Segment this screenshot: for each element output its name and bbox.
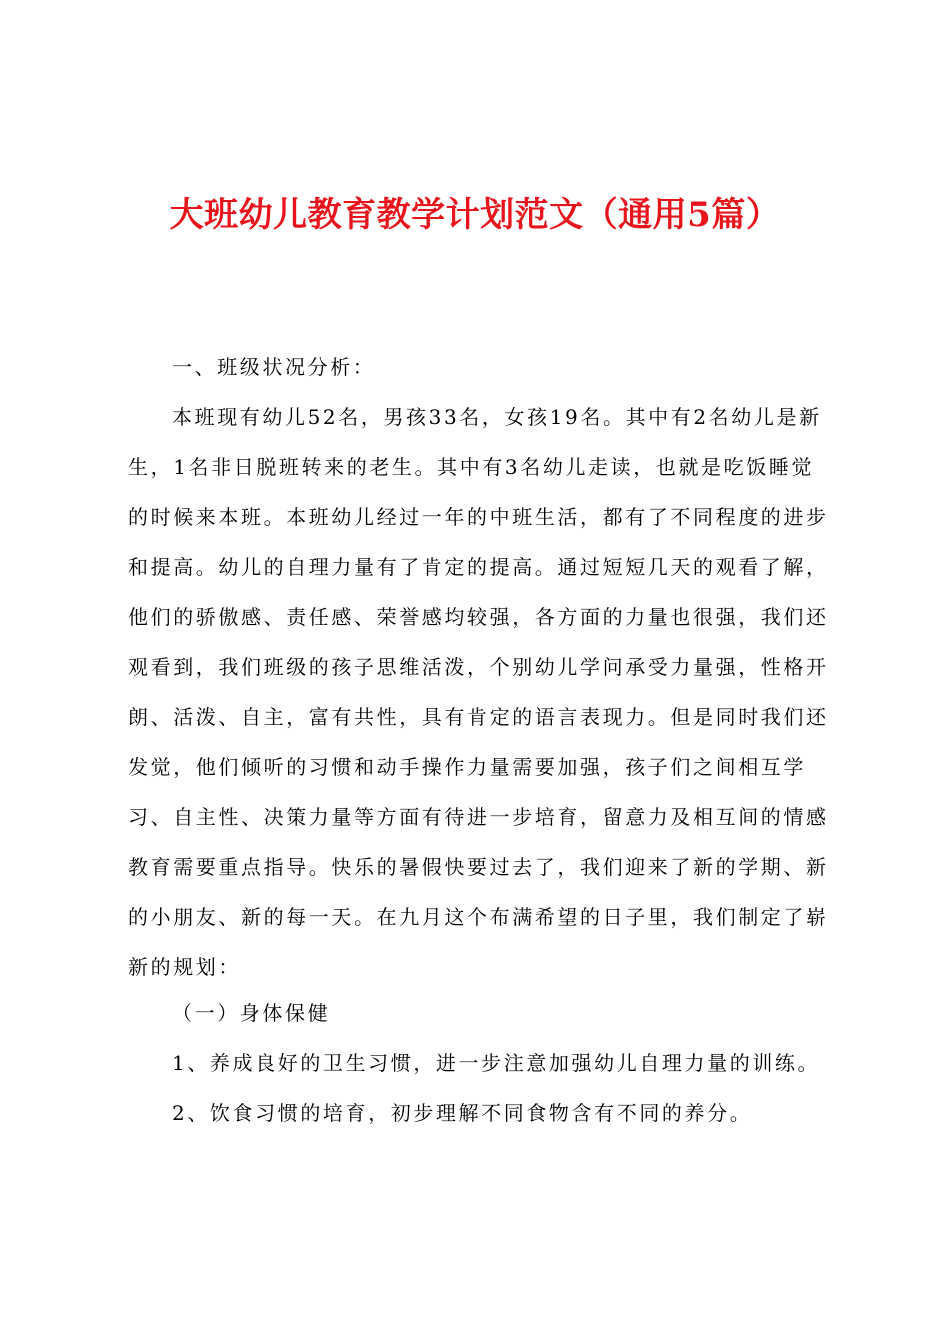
paragraph-line: 习、自主性、决策力量等方面有待进一步培育，留意力及相互间的情感 xyxy=(128,805,829,829)
analysis-paragraph xyxy=(128,392,834,992)
list-item-text: 1、养成良好的卫生习惯，进一步注意加强幼儿自理力量的训练。 xyxy=(172,1051,821,1075)
section-heading xyxy=(128,342,834,392)
list-item-text: 2、饮食习惯的培育，初步理解不同食物含有不同的养分。 xyxy=(172,1101,753,1125)
subsection-heading-text: （一）身体保健 xyxy=(172,1001,331,1025)
paragraph-line: 本班现有幼儿52名，男孩33名，女孩19名。其中有2名幼儿是新 xyxy=(172,405,822,429)
paragraph-line: 发觉，他们倾听的习惯和动手操作力量需要加强，孩子们之间相互学 xyxy=(128,755,806,779)
list-item xyxy=(128,1088,834,1138)
paragraph-line: 新的规划： xyxy=(128,955,241,979)
paragraph-line: 的时候来本班。本班幼儿经过一年的中班生活，都有了不同程度的进步 xyxy=(128,505,829,529)
paragraph-line: 的小朋友、新的每一天。在九月这个布满希望的日子里，我们制定了崭 xyxy=(128,905,829,929)
document-title: 大班幼儿教育教学计划范文（通用5篇） xyxy=(169,195,781,235)
subsection-heading xyxy=(128,988,834,1038)
paragraph-line: 他们的骄傲感、责任感、荣誉感均较强，各方面的力量也很强，我们还 xyxy=(128,605,829,629)
paragraph-line: 朗、活泼、自主，富有共性，具有肯定的语言表现力。但是同时我们还 xyxy=(128,705,829,729)
paragraph-line: 教育需要重点指导。快乐的暑假快要过去了，我们迎来了新的学期、新 xyxy=(128,855,829,879)
paragraph-line: 和提高。幼儿的自理力量有了肯定的提高。通过短短几天的观看了解， xyxy=(128,555,829,579)
section-heading-text: 一、班级状况分析： xyxy=(172,355,376,379)
list-item xyxy=(128,1038,834,1088)
paragraph-line: 生，1名非日脱班转来的老生。其中有3名幼儿走读，也就是吃饭睡觉 xyxy=(128,455,815,479)
paragraph-line: 观看到，我们班级的孩子思维活泼，个别幼儿学问承受力量强，性格开 xyxy=(128,655,829,679)
